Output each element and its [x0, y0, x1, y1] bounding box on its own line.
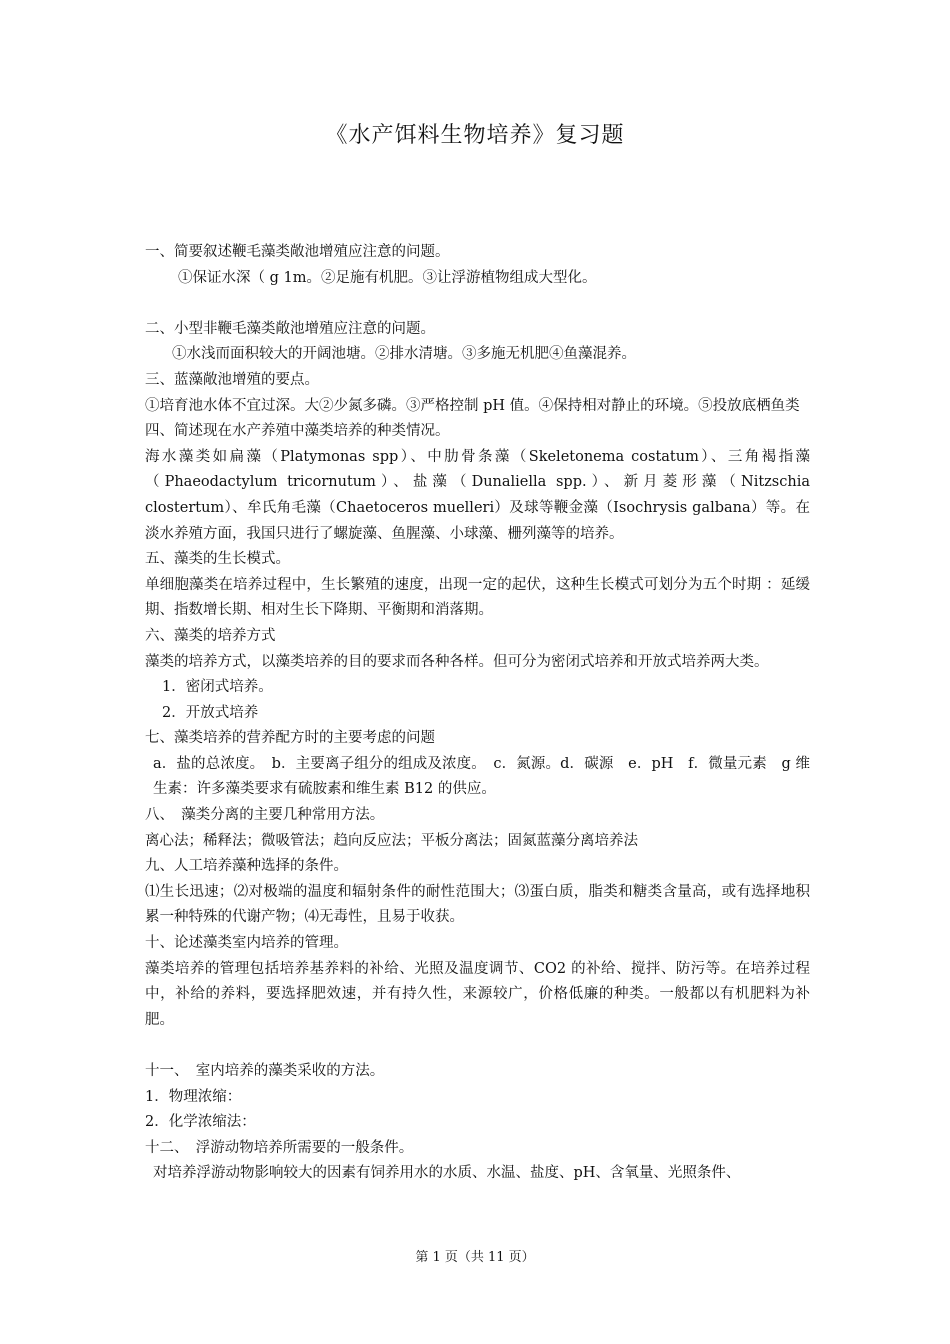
question-1-heading: 一、简要叙述鞭毛藻类敞池增殖应注意的问题。 [145, 244, 450, 260]
question-5-heading: 五、藻类的生长模式。 [145, 551, 290, 568]
question-1-answer: ①保证水深（ g 1m。②足施有机肥。③让浮游植物组成大型化。 [178, 269, 597, 286]
question-6-heading: 六、藻类的培养方式 [145, 627, 276, 644]
question-11-item: 1．物理浓缩： [145, 1088, 242, 1105]
document-body [145, 240, 810, 1187]
question-6-item: 2．开放式培养 [162, 704, 259, 721]
document-title: 《水产饵料生物培养》复习题 [325, 123, 625, 148]
question-3-heading: 三、蓝藻敞池增殖的要点。 [145, 371, 319, 388]
question-2-heading: 二、小型非鞭毛藻类敞池增殖应注意的问题。 [145, 320, 435, 337]
question-9-answer: ⑴生长迅速；⑵对极端的温度和辐射条件的耐性范围大；⑶蛋白质，脂类和糖类含量高，或有选择地积累一种特殊的代谢产物；⑷无毒性，且易于收获。 [145, 883, 810, 926]
blank-line [145, 291, 810, 317]
question-6-answer: 藻类的培养方式，以藻类培养的目的要求而各种各样。但可分为密闭式培养和开放式培养两大类。 [145, 653, 769, 670]
page-footer: 第 1 页（共 11 页） [415, 1250, 535, 1265]
question-10-heading: 十、论述藻类室内培养的管理。 [145, 935, 348, 952]
question-7-answer: a．盐的总浓度。 b．主要离子组分的组成及浓度。 c．氮源。d．碳源 e．pH f．微量元素 g 维生素：许多藻类要求有硫胺素和维生素 B12 的供应。 [153, 755, 810, 798]
question-4-answer: 海水藻类如扁藻（Platymonas spp）、中肋骨条藻（Skeletonema costatum）、三角褐指藻（Phaeodactylum tricornutum）、盐藻（Dunaliella spp.）、新月菱形藻（Nitzschia clostertum）、牟氏角毛藻（Chaetoceros muelleri）及球等鞭金藻（Isochrysis galbana）等。在淡水养殖方面，我国只进行了螺旋藻、鱼腥藻、小球藻、栅列藻等的培养。 [145, 448, 810, 542]
question-2-answer: ①水浅而面积较大的开阔池塘。②排水清塘。③多施无机肥④鱼藻混养。 [172, 346, 636, 363]
question-8-heading: 八、 藻类分离的主要几种常用方法。 [145, 807, 385, 824]
question-8-answer: 离心法；稀释法；微吸管法；趋向反应法；平板分离法；固氮蓝藻分离培养法 [145, 832, 638, 849]
question-9-heading: 九、人工培养藻种选择的条件。 [145, 858, 348, 875]
question-4-heading: 四、简述现在水产养殖中藻类培养的种类情况。 [145, 423, 450, 440]
question-12-heading: 十二、 浮游动物培养所需要的一般条件。 [145, 1139, 414, 1156]
question-12-answer: 对培养浮游动物影响较大的因素有饲养用水的水质、水温、盐度、pH、含氧量、光照条件、 [153, 1165, 741, 1182]
question-7-heading: 七、藻类培养的营养配方时的主要考虑的问题 [145, 730, 435, 747]
question-3-answer: ①培育池水体不宜过深。大②少氮多磷。③严格控制 pH 值。④保持相对静止的环境。⑤投放底栖鱼类 [145, 397, 800, 414]
question-10-answer: 藻类培养的管理包括培养基养料的补给、光照及温度调节、CO2 的补给、搅拌、防污等。在培养过程中，补给的养料，要选择肥效速，并有持久性，来源较广，价格低廉的种类。一般都以有机肥料为补肥。 [145, 960, 810, 1028]
question-6-item: 1．密闭式培养。 [162, 679, 273, 696]
question-5-answer: 单细胞藻类在培养过程中，生长繁殖的速度，出现一定的起伏，这种生长模式可划分为五个时期 ：延缓期、指数增长期、相对生长下降期、平衡期和消落期。 [145, 576, 810, 619]
question-11-heading: 十一、 室内培养的藻类采收的方法。 [145, 1063, 385, 1079]
blank-line [145, 1033, 810, 1059]
question-11-item: 2．化学浓缩法： [145, 1114, 256, 1131]
